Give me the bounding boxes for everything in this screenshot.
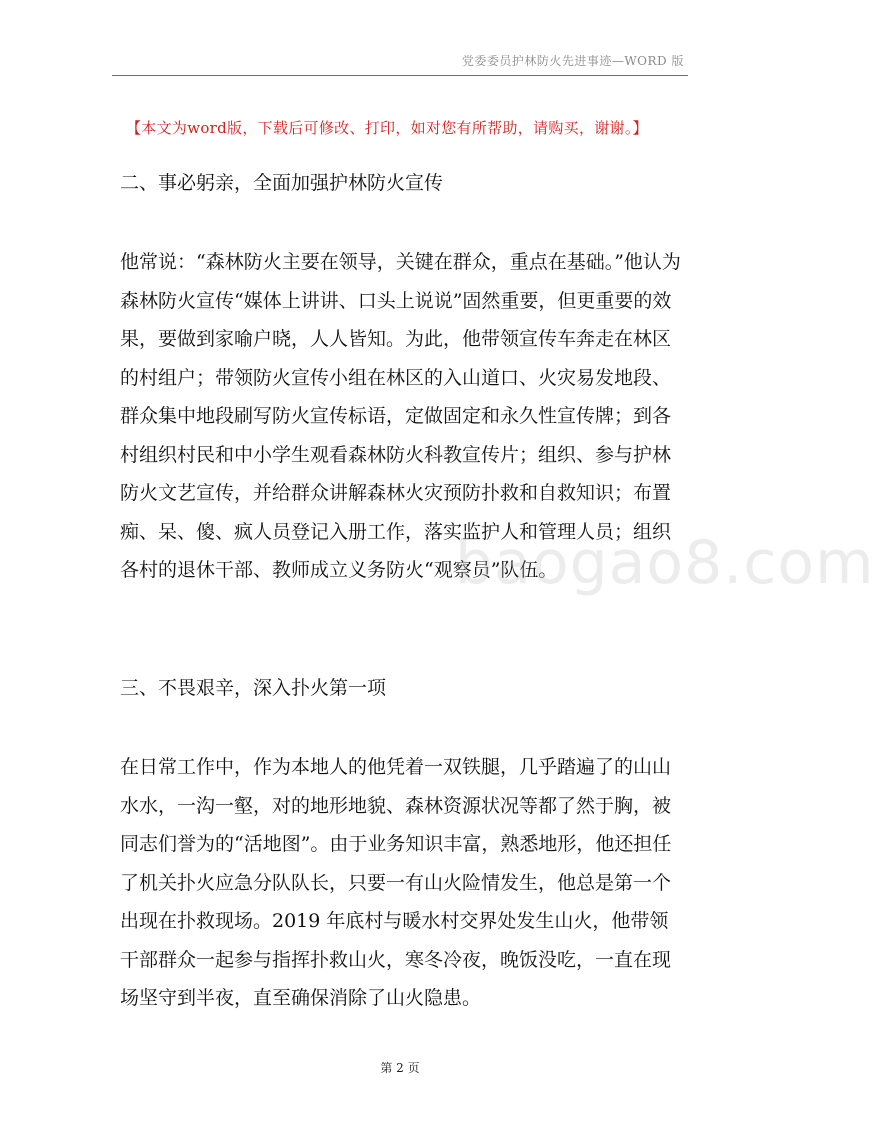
document-header-title: 党委委员护林防火先进事迹—WORD 版 bbox=[461, 54, 684, 68]
purchase-notice: 【本文为word版，下载后可修改、打印，如对您有所帮助，请购买，谢谢。】 bbox=[126, 119, 648, 137]
section-paragraph-3: 在日常工作中，作为本地人的他凭着一双铁腿，几乎踏遍了的山山水水，一沟一壑，对的地形地貌、森林资源状况等都了然于胸，被同志们誉为的“活地图”。由于业务知识丰富，熟悉地形，他还担任了机关扑火应急分队队长，只要一有山火险情发生，他总是第一个出现在扑救现场。2019 年底村与暖水村交界处发生山火，他带领干部群众一起参与指挥扑救山火，寒冬冷夜，晚饭没吃，一直在现场坚守到半夜，直至确保消除了山火隐患。 bbox=[120, 756, 672, 1009]
section-heading-2: 二、事必躬亲，全面加强护林防火宣传 bbox=[120, 172, 444, 194]
page-number: 第 2 页 bbox=[380, 1061, 420, 1075]
header-divider bbox=[112, 75, 688, 76]
watermark: baogao8.com bbox=[455, 528, 875, 598]
section-heading-3: 三、不畏艰辛，深入扑火第一项 bbox=[120, 677, 387, 699]
section-paragraph-2: 他常说：“森林防火主要在领导，关键在群众，重点在基础。”他认为森林防火宣传“媒体上讲讲、口头上说说”固然重要，但更重要的效果，要做到家喻户晓，人人皆知。为此，他带领宣传车奔走在林区的村组户；带领防火宣传小组在林区的入山道口、火灾易发地段、群众集中地段刷写防火宣传标语，定做固定和永久性宣传牌；到各村组织村民和中小学生观看森林防火科教宣传片；组织、参与护林防火文艺宣传，并给群众讲解森林火灾预防扑救和自救知识；布置痴、呆、傻、疯人员登记入册工作，落实监护人和管理人员；组织各村的退休干部、教师成立义务防火“观察员”队伍。 bbox=[120, 251, 681, 581]
